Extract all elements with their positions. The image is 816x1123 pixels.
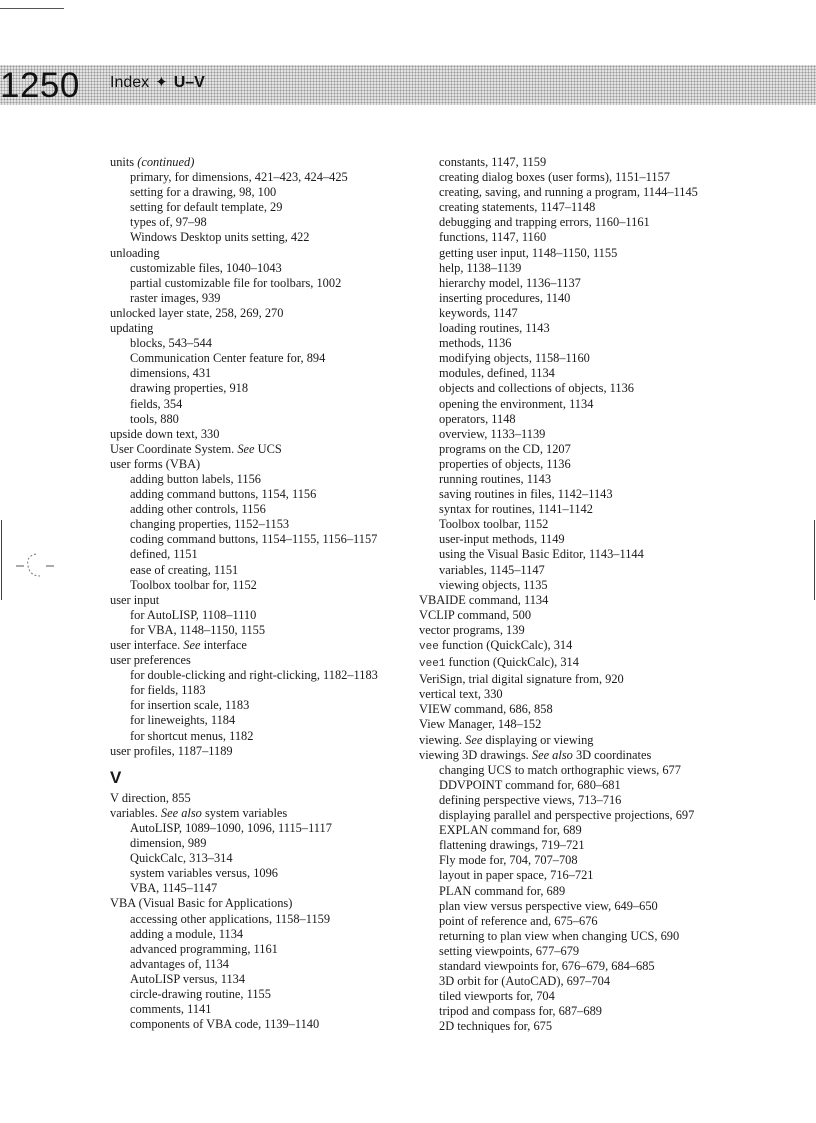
index-entry	[419, 655, 749, 672]
entry-text: help, 1138–1139	[439, 260, 522, 275]
index-subentry	[110, 1017, 410, 1032]
entry-text: partial customizable file for toolbars, 1002	[130, 275, 342, 290]
index-entry	[419, 623, 749, 638]
index-subentry	[419, 487, 749, 502]
entry-text: getting user input, 1148–1150, 1155	[439, 245, 618, 260]
entry-text: functions, 1147, 1160	[439, 230, 547, 245]
entry-text: user profiles, 1187–1189	[110, 743, 233, 758]
index-subentry	[419, 959, 749, 974]
entry-text: displaying parallel and perspective projections, 697	[439, 808, 695, 823]
cross-reference-target: system variables	[201, 805, 288, 820]
entry-text: AutoLISP versus, 1134	[130, 971, 246, 986]
index-subentry	[110, 200, 410, 215]
entry-text: inserting procedures, 1140	[439, 290, 571, 305]
index-subentry	[110, 381, 410, 396]
entry-text: PLAN command for, 689	[439, 883, 566, 898]
index-entry	[110, 593, 410, 608]
index-subentry	[419, 155, 749, 170]
entry-text: user input	[110, 592, 160, 607]
index-subentry	[110, 261, 410, 276]
entry-text: VCLIP command, 500	[419, 607, 532, 622]
index-subentry	[419, 351, 749, 366]
index-subentry	[419, 944, 749, 959]
entry-text: unloading	[110, 245, 160, 260]
index-entry	[110, 306, 410, 321]
entry-text: keywords, 1147	[439, 305, 518, 320]
index-subentry	[110, 972, 410, 987]
index-subentry	[419, 899, 749, 914]
entry-text: raster images, 939	[130, 290, 221, 305]
entry-text: 3D orbit for (AutoCAD), 697–704	[439, 974, 611, 989]
entry-text: for fields, 1183	[130, 683, 206, 698]
index-subentry	[419, 517, 749, 532]
entry-text: circle-drawing routine, 1155	[130, 986, 271, 1001]
index-subentry	[419, 457, 749, 472]
index-subentry	[419, 306, 749, 321]
index-entry	[110, 806, 410, 821]
entry-text: customizable files, 1040–1043	[130, 260, 282, 275]
cross-reference-target: UCS	[254, 441, 282, 456]
index-subentry	[110, 547, 410, 562]
entry-text: changing properties, 1152–1153	[130, 517, 290, 532]
index-entry	[419, 593, 749, 608]
entry-text: viewing objects, 1135	[439, 577, 548, 592]
index-subentry	[419, 200, 749, 215]
index-subentry	[419, 763, 749, 778]
index-subentry	[110, 1002, 410, 1017]
entry-text: adding other controls, 1156	[130, 502, 266, 517]
entry-text: Toolbox toolbar, 1152	[439, 517, 549, 532]
entry-text: advantages of, 1134	[130, 956, 229, 971]
entry-text: saving routines in files, 1142–1143	[439, 487, 613, 502]
entry-text: debugging and trapping errors, 1160–1161	[439, 215, 650, 230]
entry-text: modules, defined, 1134	[439, 366, 555, 381]
index-subentry	[419, 1004, 749, 1019]
cross-reference-label: See	[237, 441, 255, 456]
index-subentry	[419, 427, 749, 442]
index-subentry	[110, 851, 410, 866]
entry-text: viewing.	[419, 732, 466, 747]
index-subentry	[419, 929, 749, 944]
index-subentry	[419, 381, 749, 396]
index-subentry	[110, 170, 410, 185]
index-entry	[419, 638, 749, 655]
entry-text: for double-clicking and right-clicking, 1182–1183	[130, 668, 378, 683]
entry-text: for AutoLISP, 1108–1110	[130, 607, 257, 622]
index-subentry	[110, 472, 410, 487]
entry-text: AutoLISP, 1089–1090, 1096, 1115–1117	[130, 820, 332, 835]
entry-text: for shortcut menus, 1182	[130, 728, 254, 743]
entry-text: vector programs, 139	[419, 622, 525, 637]
entry-text: using the Visual Basic Editor, 1143–1144	[439, 547, 644, 562]
index-subentry	[110, 987, 410, 1002]
index-entry	[419, 748, 749, 763]
cross-reference-label: (continued)	[137, 155, 195, 169]
index-subentry	[419, 472, 749, 487]
entry-text: creating dialog boxes (user forms), 1151–1157	[439, 170, 671, 185]
index-entry	[110, 457, 410, 472]
entry-text: VIEW command, 686, 858	[419, 702, 553, 717]
index-subentry	[419, 215, 749, 230]
entry-text: user interface.	[110, 638, 184, 652]
left-margin-rule	[1, 520, 2, 600]
index-subentry	[110, 532, 410, 547]
index-subentry	[419, 397, 749, 412]
index-subentry	[110, 276, 410, 291]
code-term: vee	[419, 641, 439, 653]
index-subentry	[419, 808, 749, 823]
cross-reference-target: interface	[200, 638, 247, 652]
entry-text: Windows Desktop units setting, 422	[130, 230, 310, 245]
entry-text: VeriSign, trial digital signature from, 920	[419, 672, 624, 687]
entry-text: types of, 97–98	[130, 215, 207, 230]
index-subentry	[419, 868, 749, 883]
index-entry	[419, 672, 749, 687]
index-subentry	[419, 502, 749, 517]
index-entry	[419, 717, 749, 732]
cross-reference-target: 3D coordinates	[572, 747, 652, 762]
entry-text: function (QuickCalc), 314	[445, 655, 579, 670]
entry-text: blocks, 543–544	[130, 336, 212, 351]
index-subentry	[110, 291, 410, 306]
entry-text: EXPLAN command for, 689	[439, 823, 582, 838]
index-subentry	[110, 683, 410, 698]
entry-text: changing UCS to match orthographic views, 677	[439, 762, 681, 777]
index-subentry	[110, 668, 410, 683]
entry-text: overview, 1133–1139	[439, 426, 546, 441]
entry-text: objects and collections of objects, 1136	[439, 381, 634, 396]
entry-text: constants, 1147, 1159	[439, 155, 547, 169]
entry-text: tools, 880	[130, 411, 179, 426]
index-subentry	[419, 321, 749, 336]
entry-text: Fly mode for, 704, 707–708	[439, 853, 578, 868]
index-subentry	[110, 927, 410, 942]
index-column-right	[419, 155, 749, 1034]
index-subentry	[110, 517, 410, 532]
index-subentry	[110, 866, 410, 881]
index-subentry	[110, 336, 410, 351]
section-letters: U–V	[173, 74, 205, 91]
index-subentry	[419, 442, 749, 457]
index-subentry	[419, 170, 749, 185]
index-subentry	[110, 713, 410, 728]
entry-text: V direction, 855	[110, 790, 191, 805]
index-subentry	[419, 276, 749, 291]
entry-text: tripod and compass for, 687–689	[439, 1004, 602, 1019]
entry-text: defined, 1151	[130, 547, 198, 562]
entry-text: properties of objects, 1136	[439, 456, 571, 471]
cross-reference-label: See also	[160, 805, 202, 820]
entry-text: viewing 3D drawings.	[419, 747, 532, 762]
index-subentry	[419, 230, 749, 245]
entry-text: tiled viewports for, 704	[439, 989, 555, 1004]
entry-text: adding button labels, 1156	[130, 471, 262, 486]
cross-reference-label: See also	[531, 747, 573, 762]
entry-text: Toolbox toolbar for, 1152	[130, 577, 257, 592]
index-subentry	[110, 487, 410, 502]
index-subentry	[110, 230, 410, 245]
index-subentry	[419, 246, 749, 261]
index-subentry	[419, 853, 749, 868]
entry-text: system variables versus, 1096	[130, 866, 278, 881]
entry-text: for lineweights, 1184	[130, 713, 236, 728]
entry-text: QuickCalc, 313–314	[130, 851, 233, 866]
index-subentry	[419, 532, 749, 547]
index-subentry	[110, 623, 410, 638]
index-entry	[110, 638, 410, 653]
index-entry	[110, 246, 410, 261]
entry-text: variables, 1145–1147	[439, 562, 545, 577]
index-subentry	[419, 793, 749, 808]
separator-icon: ✦	[155, 74, 168, 91]
index-subentry	[419, 838, 749, 853]
index-entry	[110, 653, 410, 668]
entry-text: DDVPOINT command for, 680–681	[439, 777, 621, 792]
index-entry	[419, 733, 749, 748]
index-subentry	[419, 261, 749, 276]
entry-text: User Coordinate System.	[110, 441, 238, 456]
cross-reference-label: See	[183, 638, 201, 652]
entry-text: VBA (Visual Basic for Applications)	[110, 896, 293, 911]
entry-text: units	[110, 155, 138, 169]
index-subentry	[110, 729, 410, 744]
entry-text: primary, for dimensions, 421–423, 424–425	[130, 170, 348, 185]
code-term: vee1	[419, 658, 446, 671]
entry-text: accessing other applications, 1158–1159	[130, 911, 331, 926]
index-subentry	[419, 366, 749, 381]
page-number: 1250	[0, 66, 80, 105]
index-subentry	[110, 698, 410, 713]
index-subentry	[419, 884, 749, 899]
index-subentry	[110, 608, 410, 623]
entry-text: returning to plan view when changing UCS, 690	[439, 928, 680, 943]
index-subentry	[110, 578, 410, 593]
entry-text: adding command buttons, 1154, 1156	[130, 487, 317, 502]
entry-text: creating statements, 1147–1148	[439, 200, 596, 215]
index-subentry	[110, 502, 410, 517]
entry-text: syntax for routines, 1141–1142	[439, 502, 593, 517]
index-subentry	[110, 881, 410, 896]
index-entry	[110, 442, 410, 457]
entry-text: View Manager, 148–152	[419, 717, 542, 732]
entry-text: modifying objects, 1158–1160	[439, 351, 590, 366]
index-subentry	[110, 836, 410, 851]
index-column-left	[110, 155, 410, 1032]
entry-text: 2D techniques for, 675	[439, 1019, 553, 1034]
index-subentry	[419, 974, 749, 989]
index-subentry	[419, 412, 749, 427]
cross-reference-label: See	[465, 732, 483, 747]
index-entry	[419, 687, 749, 702]
index-entry	[110, 427, 410, 442]
entry-text: unlocked layer state, 258, 269, 270	[110, 305, 284, 320]
entry-text: VBA, 1145–1147	[130, 881, 218, 896]
entry-text: programs on the CD, 1207	[439, 441, 571, 456]
index-subentry	[419, 778, 749, 793]
entry-text: ease of creating, 1151	[130, 562, 239, 577]
right-margin-rule	[814, 520, 815, 600]
entry-text: point of reference and, 675–676	[439, 913, 598, 928]
index-subentry	[419, 989, 749, 1004]
entry-text: operators, 1148	[439, 411, 516, 426]
entry-text: layout in paper space, 716–721	[439, 868, 594, 883]
entry-text: user forms (VBA)	[110, 456, 201, 471]
letter-heading: V	[110, 767, 122, 787]
index-subentry	[419, 336, 749, 351]
index-subentry	[110, 942, 410, 957]
entry-text: flattening drawings, 719–721	[439, 838, 585, 853]
entry-text: variables.	[110, 805, 161, 820]
entry-text: comments, 1141	[130, 1002, 212, 1017]
entry-text: components of VBA code, 1139–1140	[130, 1017, 320, 1032]
running-head	[110, 72, 205, 94]
index-subentry	[110, 412, 410, 427]
cross-reference-target: displaying or viewing	[482, 732, 594, 747]
entry-text: Communication Center feature for, 894	[130, 351, 326, 366]
entry-text: coding command buttons, 1154–1155, 1156–1157	[130, 532, 378, 547]
entry-text: updating	[110, 321, 154, 336]
entry-text: dimension, 989	[130, 836, 207, 851]
index-subentry	[419, 578, 749, 593]
index-subentry	[110, 912, 410, 927]
entry-text: standard viewpoints for, 676–679, 684–685	[439, 958, 655, 973]
index-subentry	[419, 185, 749, 200]
entry-text: running routines, 1143	[439, 471, 552, 486]
entry-text: dimensions, 431	[130, 366, 212, 381]
entry-text: methods, 1136	[439, 336, 512, 351]
index-subentry	[110, 957, 410, 972]
index-subentry	[419, 823, 749, 838]
entry-text: setting for a drawing, 98, 100	[130, 185, 277, 200]
entry-text: upside down text, 330	[110, 426, 220, 441]
index-subentry	[110, 397, 410, 412]
index-subentry	[110, 821, 410, 836]
index-entry	[419, 608, 749, 623]
entry-text: loading routines, 1143	[439, 321, 550, 336]
index-entry	[110, 321, 410, 336]
entry-text: hierarchy model, 1136–1137	[439, 275, 581, 290]
index-entry	[110, 896, 410, 911]
entry-text: advanced programming, 1161	[130, 941, 278, 956]
index-entry	[110, 744, 410, 759]
index-entry	[110, 791, 410, 806]
entry-text: for insertion scale, 1183	[130, 698, 250, 713]
index-entry	[110, 155, 410, 170]
index-subentry	[110, 351, 410, 366]
crop-mark-icon	[16, 550, 56, 580]
top-rule	[0, 8, 64, 9]
entry-text: plan view versus perspective view, 649–650	[439, 898, 658, 913]
entry-text: defining perspective views, 713–716	[439, 792, 622, 807]
entry-text: for VBA, 1148–1150, 1155	[130, 622, 266, 637]
entry-text: fields, 354	[130, 396, 183, 411]
entry-text: creating, saving, and running a program, 1144–1145	[439, 185, 698, 200]
index-entry	[419, 702, 749, 717]
index-subentry	[110, 185, 410, 200]
entry-text: drawing properties, 918	[130, 381, 249, 396]
index-subentry	[419, 1019, 749, 1034]
entry-text: setting viewpoints, 677–679	[439, 943, 580, 958]
entry-text: adding a module, 1134	[130, 926, 244, 941]
index-subentry	[419, 547, 749, 562]
entry-text: user preferences	[110, 653, 191, 668]
entry-text: opening the environment, 1134	[439, 396, 594, 411]
entry-text: function (QuickCalc), 314	[438, 638, 573, 652]
entry-text: setting for default template, 29	[130, 200, 283, 215]
section-title: Index	[110, 74, 150, 91]
index-subentry	[419, 563, 749, 578]
index-subentry	[419, 291, 749, 306]
index-subentry	[110, 366, 410, 381]
entry-text: vertical text, 330	[419, 687, 503, 702]
entry-text: user-input methods, 1149	[439, 532, 565, 547]
entry-text: VBAIDE command, 1134	[419, 592, 549, 607]
index-subentry	[110, 563, 410, 578]
index-subentry	[110, 215, 410, 230]
index-subentry	[419, 914, 749, 929]
